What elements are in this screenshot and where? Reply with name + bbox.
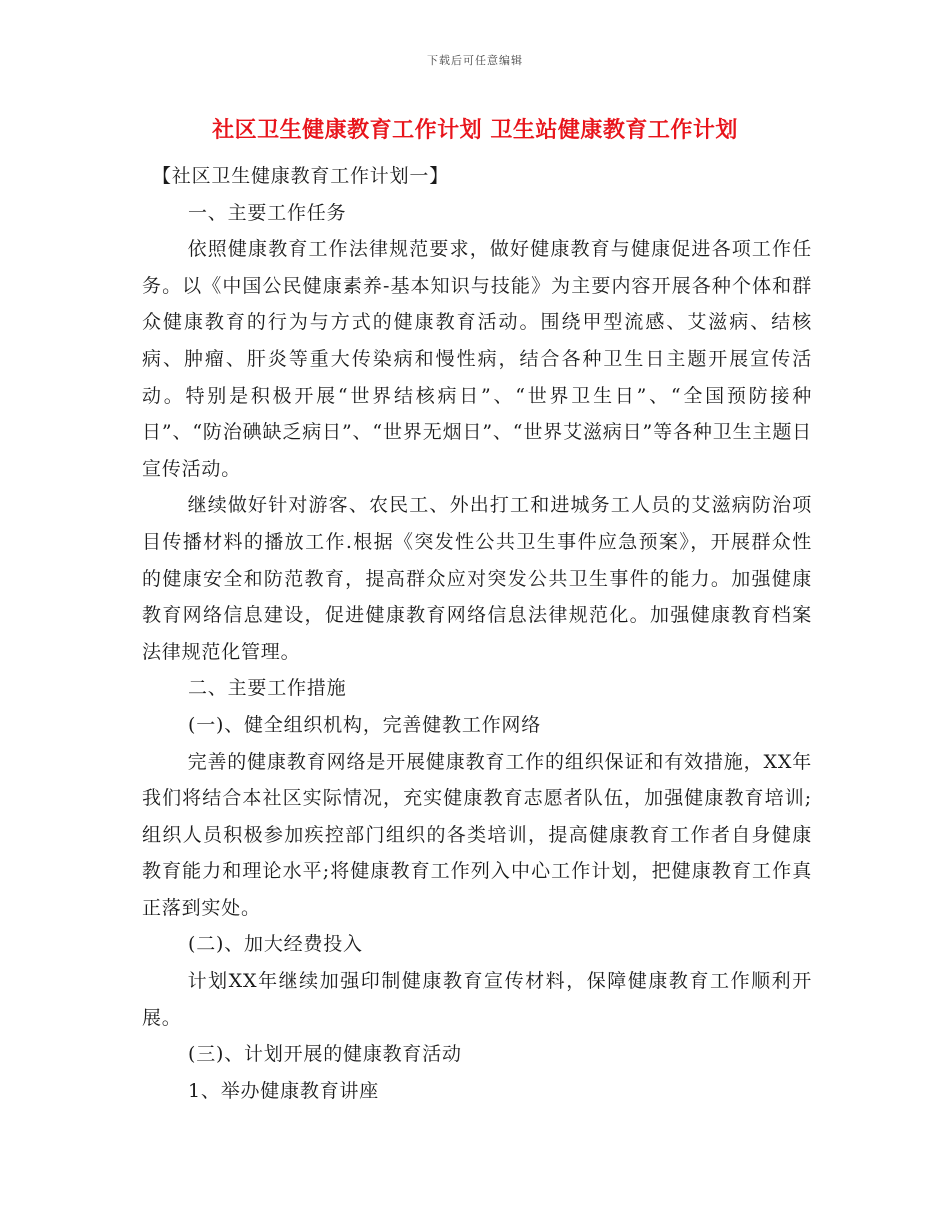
heading-main-tasks: 一、主要工作任务 [188,201,347,224]
subheading-funding: (二)、加大经费投入 [188,933,363,956]
paragraph-organization: 完善的健康教育网络是开展健康教育工作的组织保证和有效措施，XX年我们将结合本社区实际情况，充实健康教育志愿者队伍，加强健康教育培训;组织人员积极参加疾控部门组织的各类培训，提高健康教育工作者自身健康教育能力和理论水平;将健康教育工作列入中心工作计划，把健康教育工作真正落到实处。 [142,750,812,919]
page-header: 下载后可任意编辑 [427,54,523,67]
document-body [142,158,812,1109]
heading-main-measures: 二、主要工作措施 [188,677,347,700]
paragraph-tasks-1: 依照健康教育工作法律规范要求，做好健康教育与健康促进各项工作任务。以《中国公民健康素养-基本知识与技能》为主要内容开展各种个体和群众健康教育的行为与方式的健康教育活动。围绕甲型流感、艾滋病、结核病、肿瘤、肝炎等重大传染病和慢性病，结合各种卫生日主题开展宣传活动。特别是积极开展“世界结核病日”、“世界卫生日”、“全国预防接种日”、“防治碘缺乏病日”、“世界无烟日”、“世界艾滋病日”等各种卫生主题日宣传活动。 [142,238,812,480]
subheading-activities: (三)、计划开展的健康教育活动 [188,1043,462,1066]
subheading-organization: (一)、健全组织机构，完善健教工作网络 [188,713,542,736]
document-title: 社区卫生健康教育工作计划 卫生站健康教育工作计划 [212,117,738,143]
section-label: 【社区卫生健康教育工作计划一】 [152,165,450,187]
paragraph-funding: 计划XX年继续加强印制健康教育宣传材料，保障健康教育工作顺利开展。 [142,970,812,1029]
paragraph-tasks-2: 继续做好针对游客、农民工、外出打工和进城务工人员的艾滋病防治项目传播材料的播放工作.根据《突发性公共卫生事件应急预案》，开展群众性的健康安全和防范教育，提高群众应对突发公共卫生事件的能力。加强健康教育网络信息建设，促进健康教育网络信息法律规范化。加强健康教育档案法律规范化管理。 [142,494,812,663]
item-health-lectures: 1、举办健康教育讲座 [188,1079,380,1102]
